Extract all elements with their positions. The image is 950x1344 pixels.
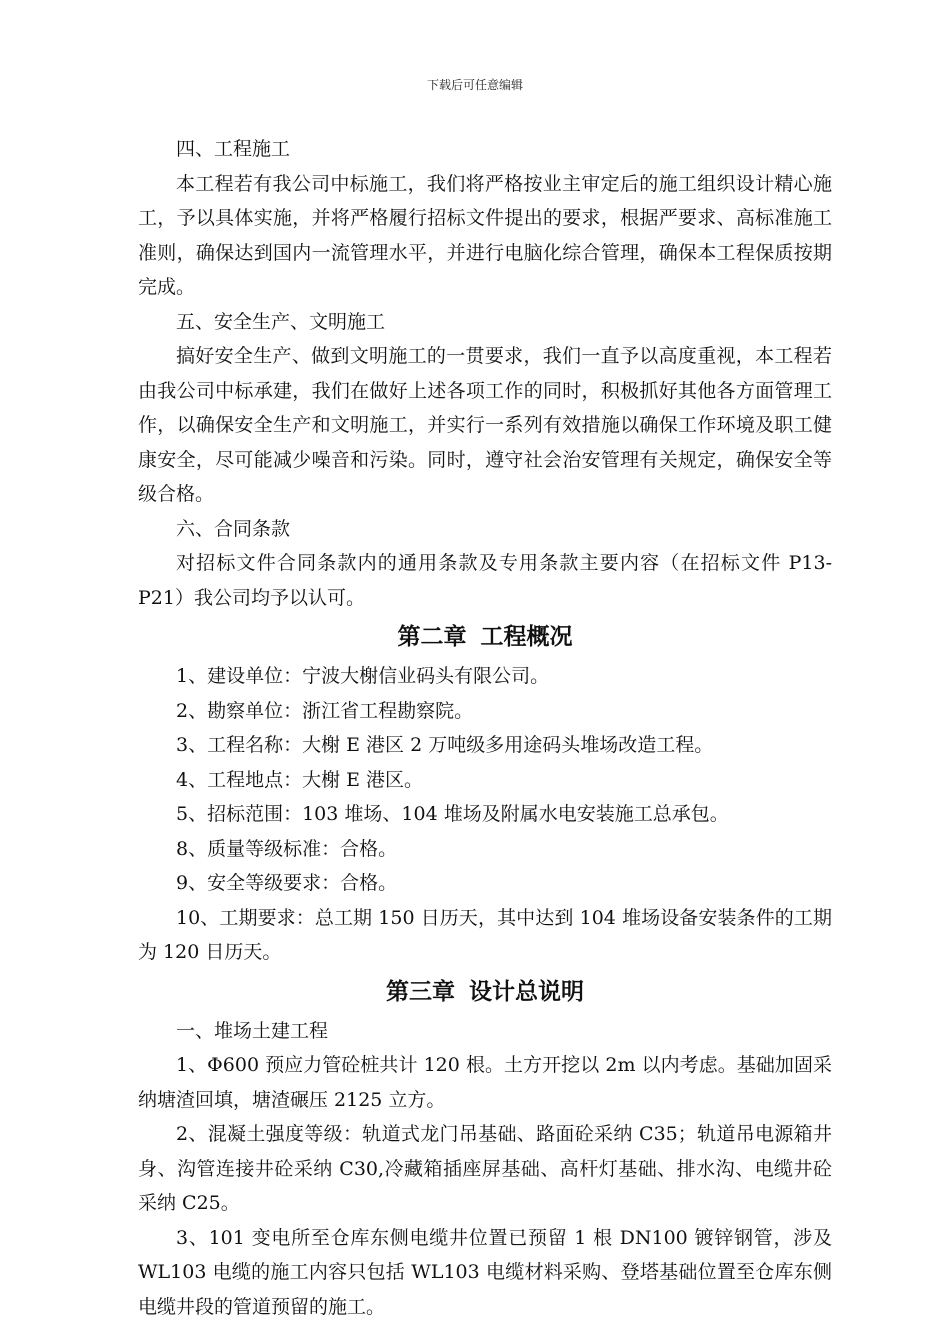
section-heading-contract: 六、合同条款 bbox=[176, 517, 291, 540]
chapter-3-title bbox=[138, 970, 832, 1014]
chapter-2-item: 2、勘察单位：浙江省工程勘察院。 bbox=[176, 699, 474, 722]
chapter-3-item: 1、Φ600 预应力管砼桩共计 120 根。土方开挖以 2m 以内考虑。基础加固采纳塘渣回填，塘渣碾压 2125 立方。 bbox=[138, 1054, 832, 1111]
chapter-3-item: 2、混凝土强度等级：轨道式龙门吊基础、路面砼采纳 C35；轨道吊电源箱井身、沟管连接井砼采纳 C30,冷藏箱插座屏基础、高杆灯基础、排水沟、电缆井砼采纳 C25。 bbox=[138, 1123, 832, 1214]
chapter-2-title bbox=[138, 615, 832, 659]
chapter-2-item: 8、质量等级标准：合格。 bbox=[176, 837, 398, 860]
chapter-2-item: 10、工期要求：总工期 150 日历天，其中达到 104 堆场设备安装条件的工期为 120 日历天。 bbox=[138, 906, 832, 963]
chapter-2-item: 9、安全等级要求：合格。 bbox=[176, 872, 398, 894]
chapter-3-number: 第三章 bbox=[386, 978, 455, 1005]
chapter-2-item: 5、招标范围：103 堆场、104 堆场及附属水电安装施工总承包。 bbox=[176, 803, 729, 825]
header-note: 下载后可任意编辑 bbox=[426, 78, 523, 92]
section-body-safety: 搞好安全生产、做到文明施工的一贯要求，我们一直予以高度重视，本工程若由我公司中标承建，我们在做好上述各项工作的同时，积极抓好其他各方面管理工作，以确保安全生产和文明施工，并实行一系列有效措施以确保工作环境及职工健康安全，尽可能减少噪音和污染。同时，遵守社会治安管理有关规定，确保安全等级合格。 bbox=[138, 345, 832, 505]
chapter-3-item: 3、101 变电所至仓库东侧电缆井位置已预留 1 根 DN100 镀锌钢管，涉及 WL103 电缆的施工内容只包括 WL103 电缆材料采购、登塔基础位置至仓库东侧电缆井段的管道预留的施工。 bbox=[138, 1226, 832, 1318]
chapter-3-subheading: 一、堆场土建工程 bbox=[176, 1019, 329, 1042]
chapter-3-name: 设计总说明 bbox=[469, 978, 584, 1005]
section-body-contract: 对招标文件合同条款内的通用条款及专用条款主要内容（在招标文件 P13-P21）我公司均予以认可。 bbox=[138, 552, 832, 609]
section-body-construction: 本工程若有我公司中标施工，我们将严格按业主审定后的施工组织设计精心施工，予以具体实施，并将严格履行招标文件提出的要求，根据严要求、高标准施工准则，确保达到国内一流管理水平，并进行电脑化综合管理，确保本工程保质按期完成。 bbox=[138, 172, 832, 298]
section-heading-construction: 四、工程施工 bbox=[176, 138, 291, 160]
chapter-2-number: 第二章 bbox=[397, 624, 467, 650]
chapter-2-item: 3、工程名称：大榭 E 港区 2 万吨级多用途码头堆场改造工程。 bbox=[176, 734, 714, 756]
section-heading-safety: 五、安全生产、文明施工 bbox=[176, 310, 386, 333]
chapter-2-name: 工程概况 bbox=[480, 624, 573, 650]
chapter-2-item: 1、建设单位：宁波大榭信业码头有限公司。 bbox=[176, 665, 550, 687]
chapter-2-item: 4、工程地点：大榭 E 港区。 bbox=[176, 768, 424, 791]
document-body bbox=[138, 132, 832, 1324]
